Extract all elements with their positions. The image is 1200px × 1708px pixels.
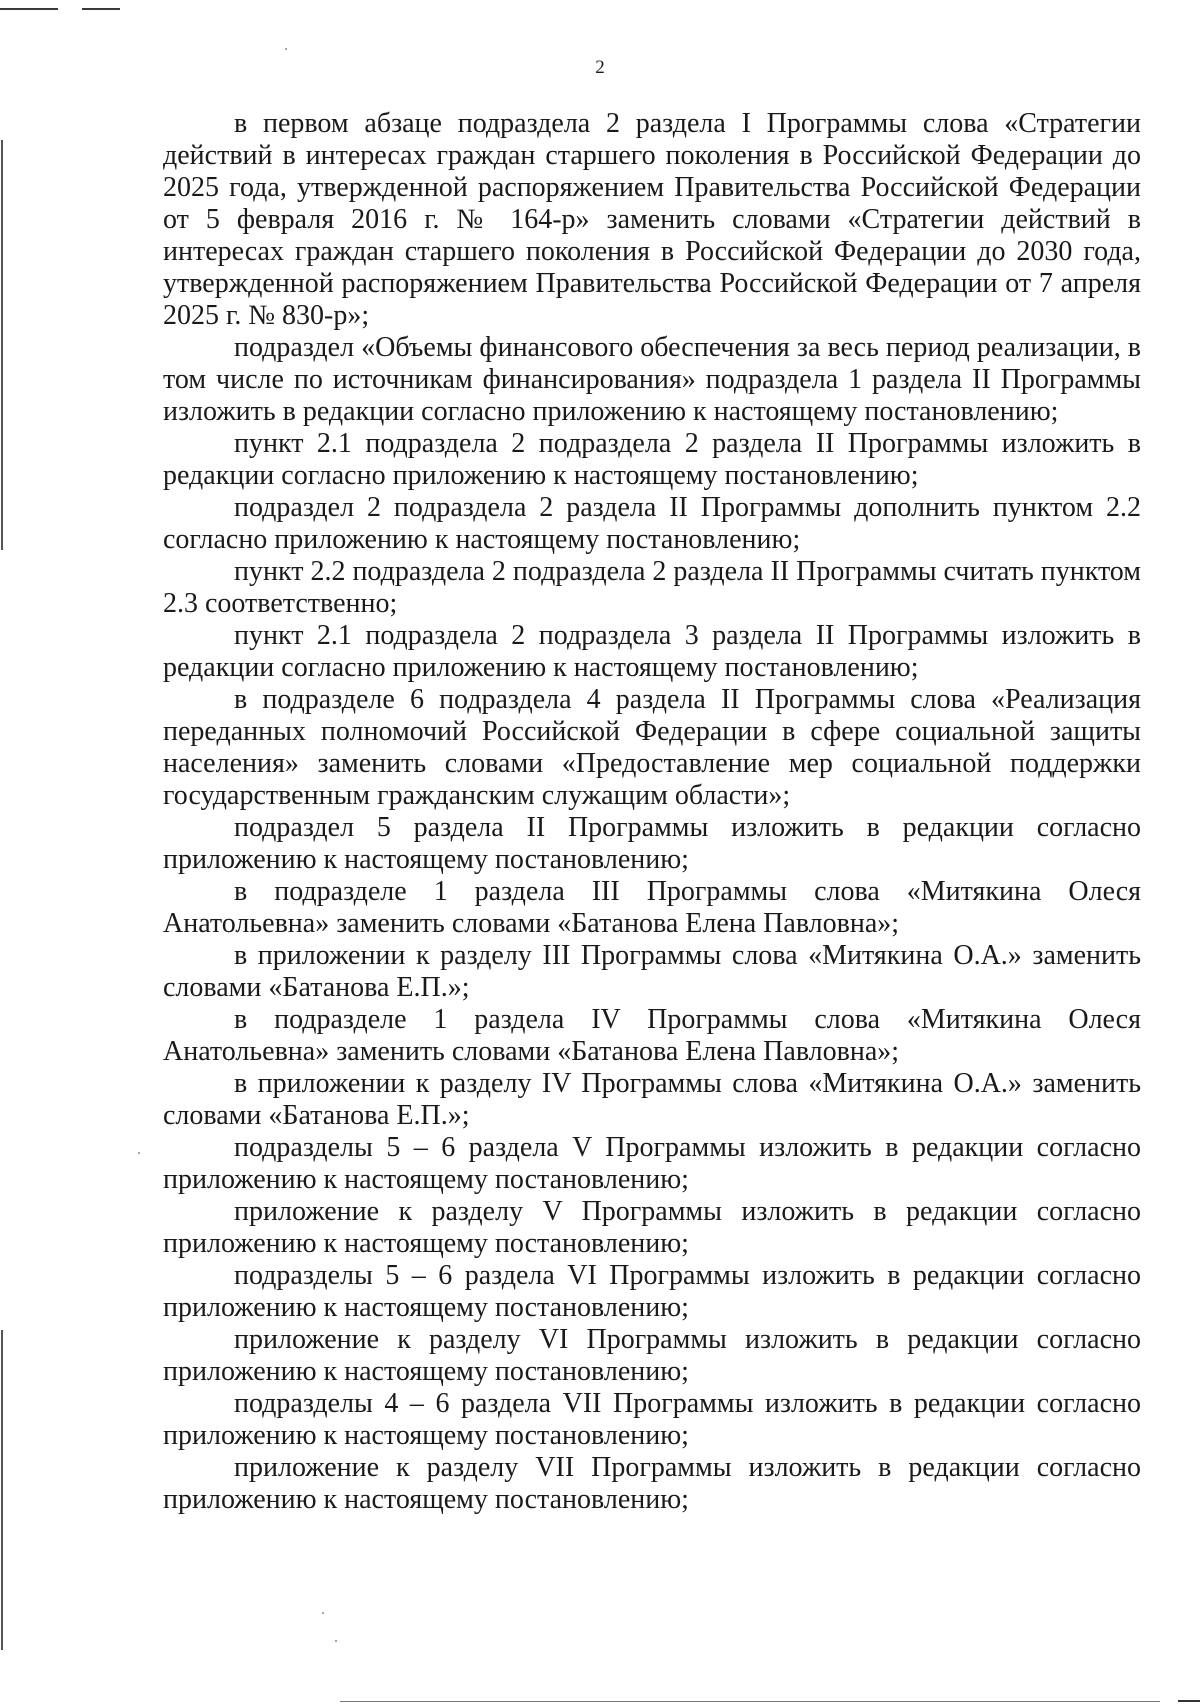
document-body [163, 108, 1141, 1516]
scan-speck [138, 1152, 140, 1154]
paragraph: пункт 2.1 подраздела 2 подраздела 3 раздела II Программы изложить в редакции согласно приложению к настоящему постановлению; [163, 620, 1141, 683]
paragraph: пункт 2.1 подраздела 2 подраздела 2 раздела II Программы изложить в редакции согласно приложению к настоящему постановлению; [163, 428, 1141, 491]
paragraph: подраздел «Объемы финансового обеспечения за весь период реализации, в том числе по источникам финансирования» подраздела 1 раздела II Программы изложить в редакции согласно приложению к настоящему постановлению; [163, 332, 1141, 427]
paragraph: в приложении к разделу IV Программы слова «Митякина О.А.» заменить словами «Батанова Е.П.»; [163, 1068, 1141, 1131]
paragraph: подразделы 5 – 6 раздела VI Программы изложить в редакции согласно приложению к настоящему постановлению; [163, 1260, 1141, 1323]
paragraph: подраздел 2 подраздела 2 раздела II Программы дополнить пунктом 2.2 согласно приложению к настоящему постановлению; [163, 492, 1141, 555]
page-number: 2 [595, 57, 605, 78]
scan-artifact [1, 140, 3, 550]
scan-speck [322, 1612, 324, 1614]
paragraph: приложение к разделу VII Программы изложить в редакции согласно приложению к настоящему постановлению; [163, 1452, 1141, 1515]
paragraph: приложение к разделу VI Программы изложить в редакции согласно приложению к настоящему постановлению; [163, 1324, 1141, 1387]
scan-artifact [0, 8, 58, 10]
scan-artifact [1, 1330, 3, 1650]
paragraph: приложение к разделу V Программы изложить в редакции согласно приложению к настоящему постановлению; [163, 1196, 1141, 1259]
scan-speck [285, 48, 287, 50]
paragraph: в приложении к разделу III Программы слова «Митякина О.А.» заменить словами «Батанова Е.П.»; [163, 940, 1141, 1003]
paragraph: подразделы 4 – 6 раздела VII Программы изложить в редакции согласно приложению к настоящему постановлению; [163, 1388, 1141, 1451]
scan-artifact [340, 1701, 1160, 1702]
scan-speck [335, 1640, 337, 1642]
scan-artifact [82, 8, 120, 10]
paragraph: в подразделе 1 раздела IV Программы слова «Митякина Олеся Анатольевна» заменить словами «Батанова Елена Павловна»; [163, 1004, 1141, 1067]
paragraph: пункт 2.2 подраздела 2 подраздела 2 раздела II Программы считать пунктом 2.3 соответственно; [163, 556, 1141, 619]
scan-artifact [1178, 1700, 1200, 1702]
paragraph: в первом абзаце подраздела 2 раздела I Программы слова «Стратегии действий в интересах граждан старшего поколения в Российской Федерации до 2025 года, утвержденной распоряжением Правительства Российской Федерации от 5 февраля 2016 г. № 164-р» заменить словами «Стратегии действий в интересах граждан старшего поколения в Российской Федерации до 2030 года, утвержденной распоряжением Правительства Российской Федерации от 7 апреля 2025 г. № 830-р»; [163, 108, 1141, 331]
paragraph: в подразделе 1 раздела III Программы слова «Митякина Олеся Анатольевна» заменить словами «Батанова Елена Павловна»; [163, 876, 1141, 939]
paragraph: подраздел 5 раздела II Программы изложить в редакции согласно приложению к настоящему постановлению; [163, 812, 1141, 875]
paragraph: в подразделе 6 подраздела 4 раздела II Программы слова «Реализация переданных полномочий Российской Федерации в сфере социальной защиты населения» заменить словами «Предоставление мер социальной поддержки государственным гражданским служащим области»; [163, 684, 1141, 811]
paragraph: подразделы 5 – 6 раздела V Программы изложить в редакции согласно приложению к настоящему постановлению; [163, 1132, 1141, 1195]
